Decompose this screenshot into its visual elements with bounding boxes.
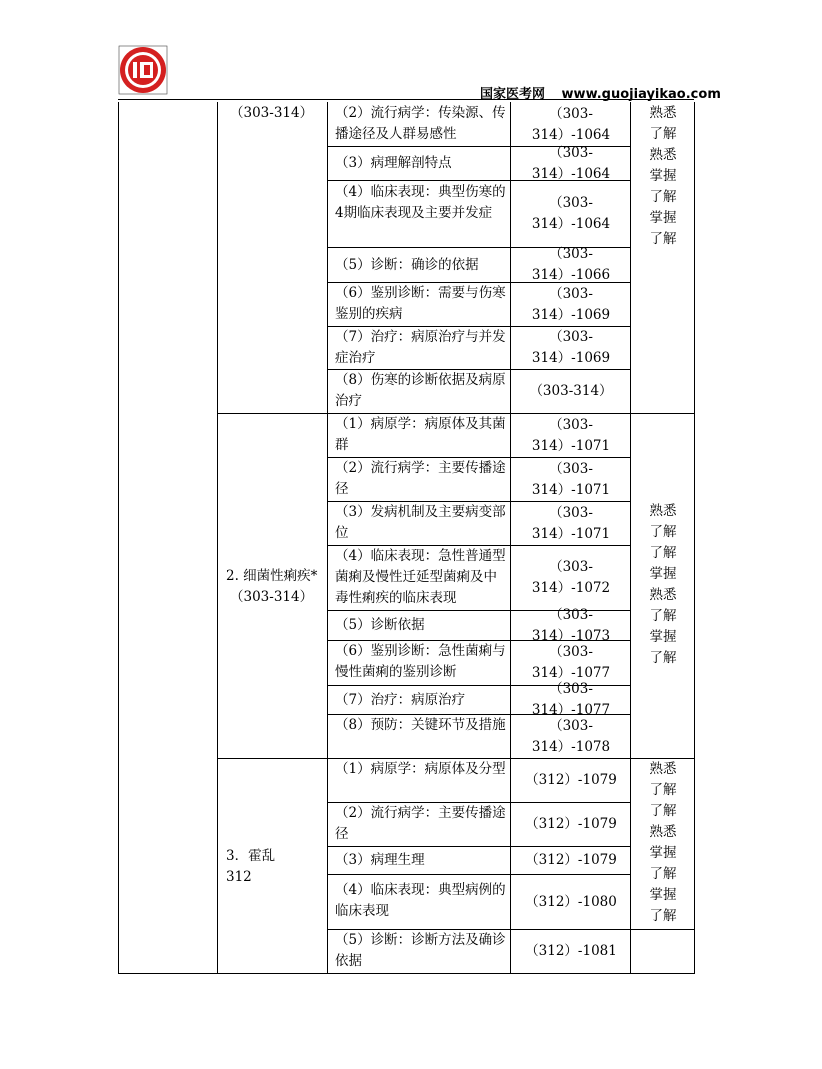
mastery-levels [633,501,693,669]
page-ref-cell: （303-314）-1066 [531,246,611,283]
mastery-levels [633,759,693,927]
group-code: 312 [226,869,252,885]
group-label-cholera [222,846,325,888]
topic-cell: （7）治疗：病原治疗 [335,691,466,708]
page-ref-cell: （303-314）-1069 [531,329,611,366]
topic-cell: （4）临床表现：典型伤寒的4期临床表现及主要并发症 [335,184,506,221]
page-ref-cell: （312）-1079 [525,816,617,832]
page-ref-cell: （303-314）-1073 [531,606,611,644]
level-label: 熟悉 [649,503,677,519]
topic-cell: （5）诊断依据 [335,617,425,633]
topic-cell: （6）鉴别诊断：需要与伤寒鉴别的疾病 [335,285,506,322]
level-label: 熟悉 [649,587,677,603]
page-ref-cell: （303-314）-1071 [531,460,611,498]
page-ref-cell: （312）-1079 [525,852,617,868]
level-label: 了解 [649,231,677,247]
level-label: 掌握 [649,168,677,184]
topic-cell: （3）病理生理 [335,852,425,868]
level-label: 了解 [649,126,677,142]
topic-cell: （8）伤寒的诊断依据及病原治疗 [335,372,506,409]
group-code: （303-314） [230,589,314,605]
level-label: 了解 [649,866,677,882]
page-ref-cell: （303-314）-1064 [531,195,611,232]
page-ref-cell: （312）-1080 [525,893,617,910]
level-label: 了解 [649,803,677,819]
site-url[interactable]: www.guojiayikao.com [561,87,721,102]
level-label: 掌握 [649,629,677,645]
topic-cell: （1）病原学：病原体及其菌群 [335,416,506,453]
header-rule [118,99,694,100]
level-label: 了解 [649,782,677,798]
page-ref-cell: （303-314）-1072 [531,559,611,596]
level-label: 熟悉 [649,147,677,163]
group-label-dysentery [222,566,325,608]
page-ref-cell: （303-314）-1078 [531,717,611,755]
level-label: 了解 [649,524,677,540]
level-label: 了解 [649,908,677,924]
page-ref-cell: （303-314）-1077 [531,681,611,718]
topic-cell: （2）流行病学：传染源、传播途径及人群易感性 [335,105,506,142]
topic-cell: （3）发病机制及主要病变部位 [335,504,506,541]
topic-cell: （2）流行病学：主要传播途径 [335,805,506,842]
mastery-levels [633,103,693,250]
topic-cell: （1）病原学：病原体及分型 [335,761,506,777]
level-label: 了解 [649,608,677,624]
page-ref-cell: （303-314）-1064 [531,144,611,182]
level-label: 掌握 [649,887,677,903]
site-name: 国家医考网 [480,87,546,102]
topic-cell: （8）预防：关键环节及措施 [335,717,506,733]
topic-cell: （4）临床表现：急性普通型菌痢及慢性迁延型菌痢及中毒性痢疾的临床表现 [335,548,506,606]
page-ref-cell: （303-314）-1071 [531,416,611,454]
level-label: 了解 [649,545,677,561]
topic-cell: （5）诊断：诊断方法及确诊依据 [335,932,506,969]
level-label: 熟悉 [649,824,677,840]
page-ref-cell: （303-314）-1064 [531,105,611,143]
page-ref-cell: （312）-1079 [525,772,617,788]
topic-cell: （5）诊断：确诊的依据 [335,256,479,273]
level-label: 掌握 [649,210,677,226]
level-label: 熟悉 [649,105,677,121]
level-label: 掌握 [649,566,677,582]
level-label: 熟悉 [649,761,677,777]
topic-cell: （4）临床表现：典型病例的临床表现 [335,882,506,919]
group-title: 3．霍乱 [226,848,276,864]
page-ref-cell: （303-314）-1077 [531,644,611,681]
level-label: 了解 [649,650,677,666]
topic-cell: （6）鉴别诊断：急性菌痢与慢性菌痢的鉴别诊断 [335,643,506,680]
group-label-typhoid-code: （303-314） [230,105,314,121]
page-ref-cell: （303-314） [529,383,613,399]
level-label: 掌握 [649,845,677,861]
page-ref-cell: （303-314）-1071 [531,504,611,542]
level-label: 了解 [649,189,677,205]
topic-cell: （3）病理解剖特点 [335,155,452,171]
topic-cell: （2）流行病学：主要传播途径 [335,460,506,497]
topic-cell: （7）治疗：病原治疗与并发症治疗 [335,329,506,366]
group-title: 2. 细菌性痢疾* [226,568,318,584]
site-logo [118,45,168,95]
page-ref-cell: （312）-1081 [525,943,617,959]
page-ref-cell: （303-314）-1069 [531,285,611,323]
